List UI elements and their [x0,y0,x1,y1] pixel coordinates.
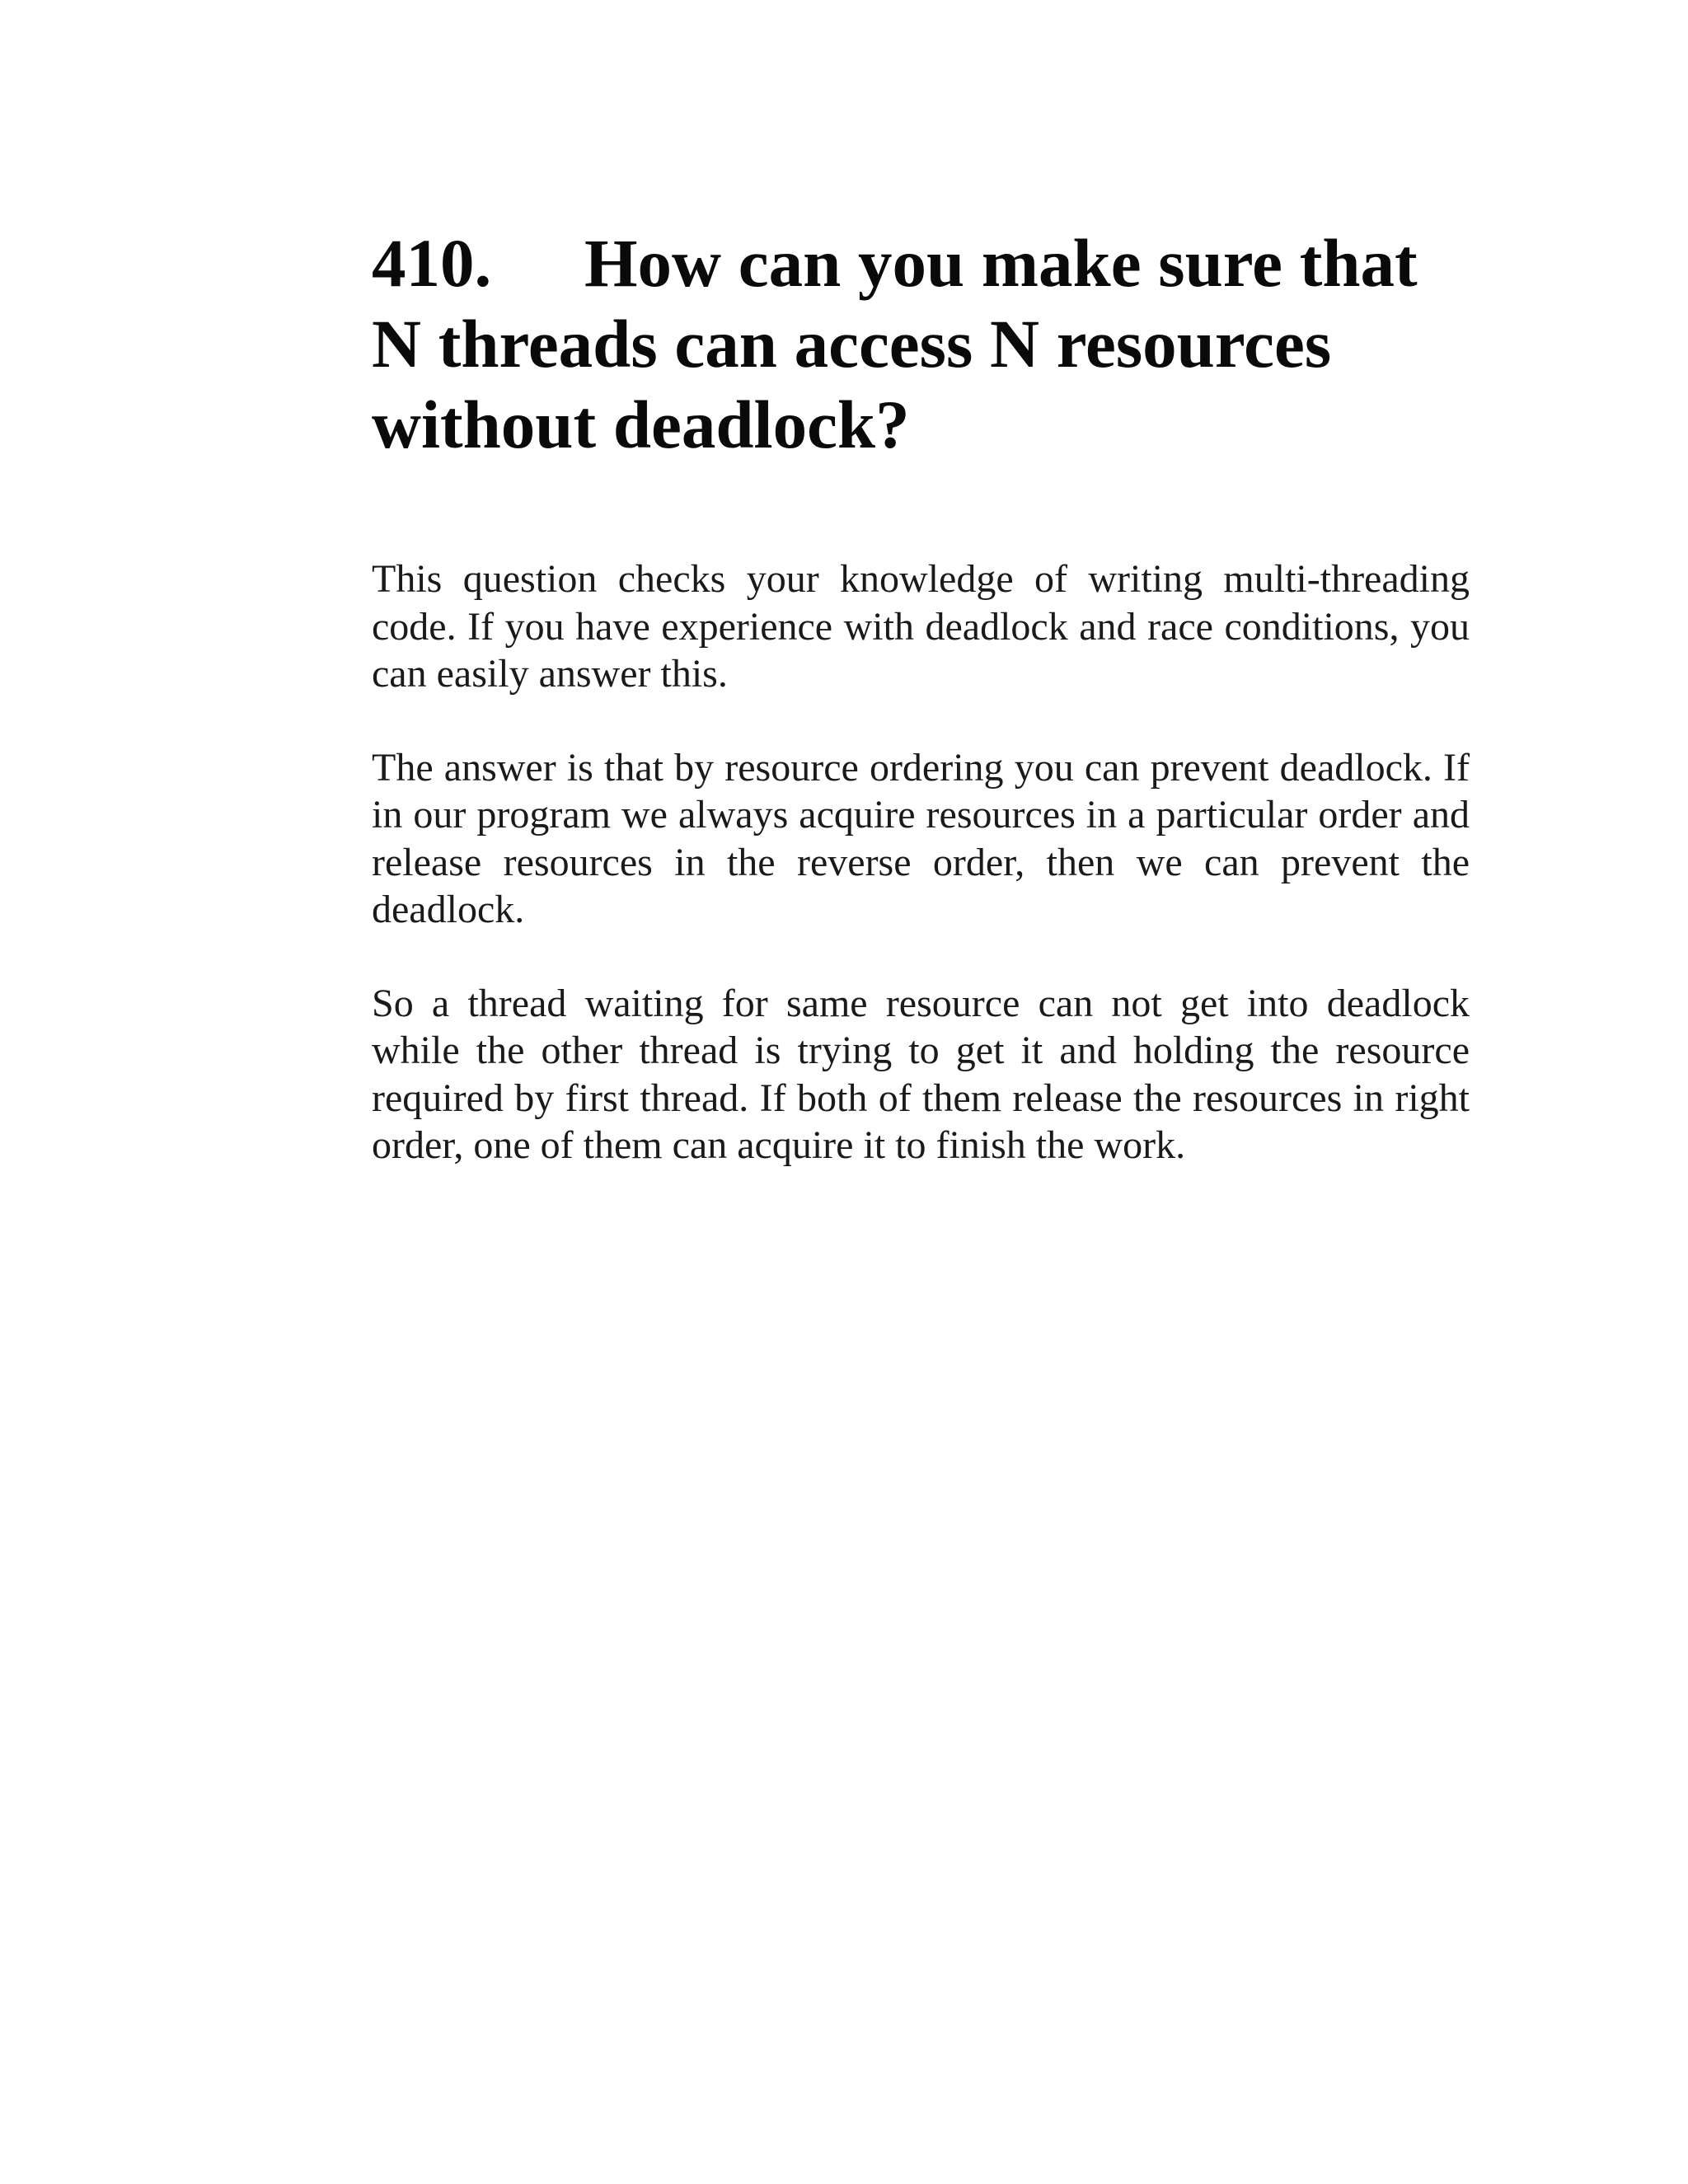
paragraph-answer: The answer is that by resource ordering you can prevent deadlock. If in our program we always acquire resources in a particular order and release resources in the reverse order, then we can prevent the deadlock. [372,745,1470,931]
question-number: 410. [372,225,492,301]
question-title: How can you make sure that N threads can access N resources without deadlock? [372,225,1418,462]
question-heading [372,223,1470,465]
paragraph-intro: This question checks your knowledge of writing multi-threading code. If you have experience with deadlock and race conditions, you can easily answer this. [372,557,1470,696]
paragraph-explanation: So a thread waiting for same resource can not get into deadlock while the other thread is trying to get it and holding the resource required by first thread. If both of them release the resources in right order, one of them can acquire it to finish the work. [372,981,1470,1167]
page-content [372,223,1470,1216]
answer-body [372,555,1470,1169]
